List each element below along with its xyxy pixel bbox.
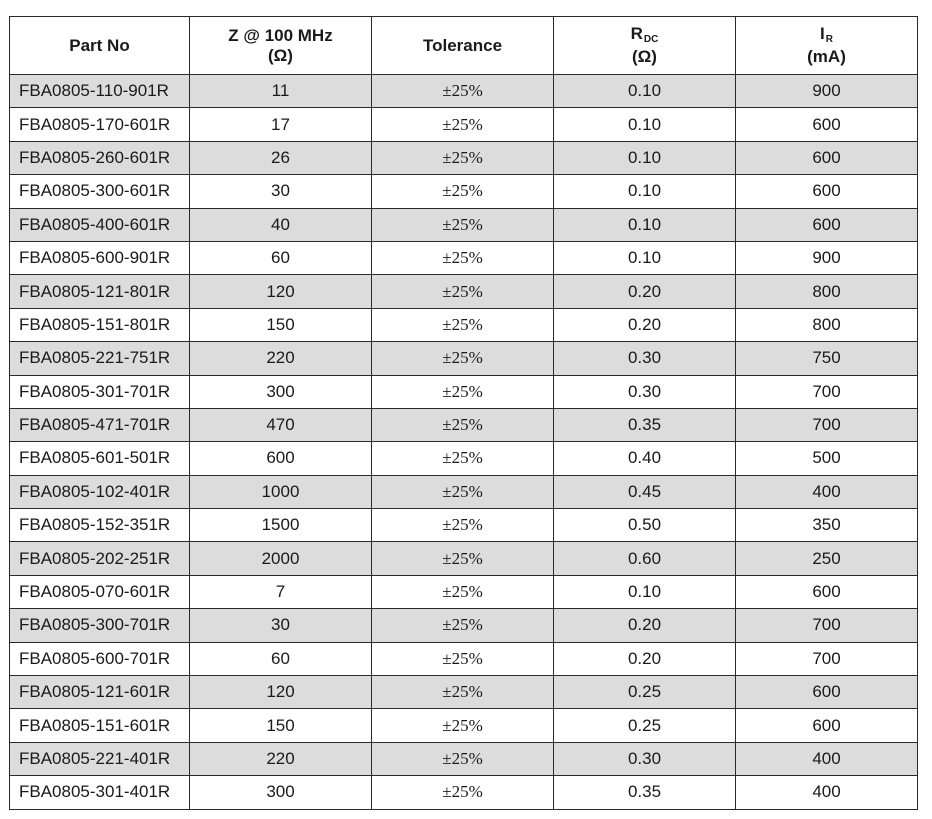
part-number-cell: FBA0805-102-401R xyxy=(10,475,190,508)
part-number-cell: FBA0805-400-601R xyxy=(10,208,190,241)
table-row xyxy=(10,175,918,208)
table-row xyxy=(10,442,918,475)
impedance-cell: 26 xyxy=(190,141,372,174)
impedance-cell: 7 xyxy=(190,575,372,608)
rated-current-cell: 600 xyxy=(736,709,918,742)
table-row xyxy=(10,709,918,742)
tolerance-cell: ±25% xyxy=(372,308,554,341)
impedance-cell: 1500 xyxy=(190,509,372,542)
impedance-cell: 30 xyxy=(190,609,372,642)
tolerance-cell: ±25% xyxy=(372,609,554,642)
part-number-cell: FBA0805-221-751R xyxy=(10,342,190,375)
header-rdc-subscript: DC xyxy=(643,34,659,45)
part-number-cell: FBA0805-151-801R xyxy=(10,308,190,341)
rated-current-cell: 700 xyxy=(736,609,918,642)
table-row xyxy=(10,676,918,709)
rdc-cell: 0.10 xyxy=(554,141,736,174)
part-number-cell: FBA0805-110-901R xyxy=(10,75,190,108)
tolerance-cell: ±25% xyxy=(372,342,554,375)
rated-current-cell: 400 xyxy=(736,475,918,508)
tolerance-cell: ±25% xyxy=(372,108,554,141)
tolerance-cell: ±25% xyxy=(372,241,554,274)
header-part-no: Part No xyxy=(10,17,190,75)
header-impedance-unit: (Ω) xyxy=(268,45,293,65)
impedance-cell: 60 xyxy=(190,642,372,675)
rated-current-cell: 250 xyxy=(736,542,918,575)
rated-current-cell: 600 xyxy=(736,175,918,208)
header-ir-symbol: I xyxy=(820,24,825,43)
impedance-cell: 11 xyxy=(190,75,372,108)
tolerance-cell: ±25% xyxy=(372,542,554,575)
impedance-cell: 120 xyxy=(190,676,372,709)
rated-current-cell: 600 xyxy=(736,141,918,174)
header-row xyxy=(10,17,918,75)
rdc-cell: 0.10 xyxy=(554,575,736,608)
part-number-cell: FBA0805-070-601R xyxy=(10,575,190,608)
rated-current-cell: 400 xyxy=(736,742,918,775)
rdc-cell: 0.10 xyxy=(554,75,736,108)
part-number-cell: FBA0805-601-501R xyxy=(10,442,190,475)
tolerance-cell: ±25% xyxy=(372,475,554,508)
impedance-cell: 1000 xyxy=(190,475,372,508)
header-ir-subscript: R xyxy=(825,34,833,45)
rated-current-cell: 500 xyxy=(736,442,918,475)
rated-current-cell: 400 xyxy=(736,776,918,809)
rdc-cell: 0.10 xyxy=(554,175,736,208)
tolerance-cell: ±25% xyxy=(372,275,554,308)
tolerance-cell: ±25% xyxy=(372,509,554,542)
part-number-cell: FBA0805-152-351R xyxy=(10,509,190,542)
rdc-cell: 0.20 xyxy=(554,275,736,308)
rated-current-cell: 900 xyxy=(736,75,918,108)
specifications-table xyxy=(9,16,918,810)
tolerance-cell: ±25% xyxy=(372,442,554,475)
table-row xyxy=(10,575,918,608)
table-row xyxy=(10,509,918,542)
table-row xyxy=(10,742,918,775)
rdc-cell: 0.20 xyxy=(554,642,736,675)
tolerance-cell: ±25% xyxy=(372,709,554,742)
impedance-cell: 600 xyxy=(190,442,372,475)
part-number-cell: FBA0805-600-901R xyxy=(10,241,190,274)
tolerance-cell: ±25% xyxy=(372,776,554,809)
table-row xyxy=(10,75,918,108)
tolerance-cell: ±25% xyxy=(372,408,554,441)
impedance-cell: 60 xyxy=(190,241,372,274)
table-row xyxy=(10,342,918,375)
table-row xyxy=(10,275,918,308)
table-row xyxy=(10,208,918,241)
table-row xyxy=(10,375,918,408)
table-row xyxy=(10,642,918,675)
rdc-cell: 0.50 xyxy=(554,509,736,542)
part-number-cell: FBA0805-221-401R xyxy=(10,742,190,775)
tolerance-cell: ±25% xyxy=(372,642,554,675)
table-row xyxy=(10,475,918,508)
tolerance-cell: ±25% xyxy=(372,75,554,108)
rdc-cell: 0.25 xyxy=(554,709,736,742)
table-row xyxy=(10,542,918,575)
part-number-cell: FBA0805-121-601R xyxy=(10,676,190,709)
part-number-cell: FBA0805-260-601R xyxy=(10,141,190,174)
impedance-cell: 40 xyxy=(190,208,372,241)
tolerance-cell: ±25% xyxy=(372,676,554,709)
part-number-cell: FBA0805-301-401R xyxy=(10,776,190,809)
rdc-cell: 0.20 xyxy=(554,609,736,642)
rdc-cell: 0.40 xyxy=(554,442,736,475)
rdc-cell: 0.10 xyxy=(554,108,736,141)
table-row xyxy=(10,609,918,642)
table-row xyxy=(10,141,918,174)
part-number-cell: FBA0805-471-701R xyxy=(10,408,190,441)
rated-current-cell: 900 xyxy=(736,241,918,274)
impedance-cell: 300 xyxy=(190,776,372,809)
table-row xyxy=(10,108,918,141)
part-number-cell: FBA0805-300-601R xyxy=(10,175,190,208)
impedance-cell: 150 xyxy=(190,308,372,341)
tolerance-cell: ±25% xyxy=(372,175,554,208)
table-body xyxy=(10,75,918,810)
rdc-cell: 0.10 xyxy=(554,208,736,241)
part-number-cell: FBA0805-121-801R xyxy=(10,275,190,308)
impedance-cell: 470 xyxy=(190,408,372,441)
rated-current-cell: 600 xyxy=(736,108,918,141)
table-header xyxy=(10,17,918,75)
header-ir-unit: (mA) xyxy=(807,47,846,66)
rdc-cell: 0.30 xyxy=(554,375,736,408)
header-tolerance: Tolerance xyxy=(372,17,554,75)
tolerance-cell: ±25% xyxy=(372,742,554,775)
header-rdc xyxy=(554,17,736,75)
header-impedance-label: Z @ 100 MHz xyxy=(228,25,333,45)
rated-current-cell: 350 xyxy=(736,509,918,542)
rated-current-cell: 700 xyxy=(736,408,918,441)
part-number-cell: FBA0805-600-701R xyxy=(10,642,190,675)
impedance-cell: 2000 xyxy=(190,542,372,575)
tolerance-cell: ±25% xyxy=(372,208,554,241)
part-number-cell: FBA0805-202-251R xyxy=(10,542,190,575)
rated-current-cell: 600 xyxy=(736,676,918,709)
table-row xyxy=(10,308,918,341)
header-rdc-symbol: R xyxy=(630,24,643,43)
impedance-cell: 17 xyxy=(190,108,372,141)
rdc-cell: 0.10 xyxy=(554,241,736,274)
rated-current-cell: 800 xyxy=(736,308,918,341)
tolerance-cell: ±25% xyxy=(372,375,554,408)
rdc-cell: 0.60 xyxy=(554,542,736,575)
rdc-cell: 0.35 xyxy=(554,776,736,809)
table-row xyxy=(10,776,918,809)
table-row xyxy=(10,241,918,274)
rated-current-cell: 750 xyxy=(736,342,918,375)
header-impedance xyxy=(190,17,372,75)
impedance-cell: 220 xyxy=(190,342,372,375)
impedance-cell: 120 xyxy=(190,275,372,308)
rdc-cell: 0.30 xyxy=(554,342,736,375)
rated-current-cell: 700 xyxy=(736,642,918,675)
rdc-cell: 0.45 xyxy=(554,475,736,508)
header-rdc-unit: (Ω) xyxy=(632,47,657,66)
rdc-cell: 0.25 xyxy=(554,676,736,709)
rdc-cell: 0.30 xyxy=(554,742,736,775)
table-row xyxy=(10,408,918,441)
rdc-cell: 0.35 xyxy=(554,408,736,441)
rated-current-cell: 600 xyxy=(736,575,918,608)
rdc-cell: 0.20 xyxy=(554,308,736,341)
part-number-cell: FBA0805-170-601R xyxy=(10,108,190,141)
part-number-cell: FBA0805-151-601R xyxy=(10,709,190,742)
rated-current-cell: 800 xyxy=(736,275,918,308)
impedance-cell: 150 xyxy=(190,709,372,742)
part-number-cell: FBA0805-301-701R xyxy=(10,375,190,408)
header-ir xyxy=(736,17,918,75)
part-number-cell: FBA0805-300-701R xyxy=(10,609,190,642)
tolerance-cell: ±25% xyxy=(372,141,554,174)
impedance-cell: 300 xyxy=(190,375,372,408)
rated-current-cell: 700 xyxy=(736,375,918,408)
impedance-cell: 30 xyxy=(190,175,372,208)
tolerance-cell: ±25% xyxy=(372,575,554,608)
impedance-cell: 220 xyxy=(190,742,372,775)
rated-current-cell: 600 xyxy=(736,208,918,241)
